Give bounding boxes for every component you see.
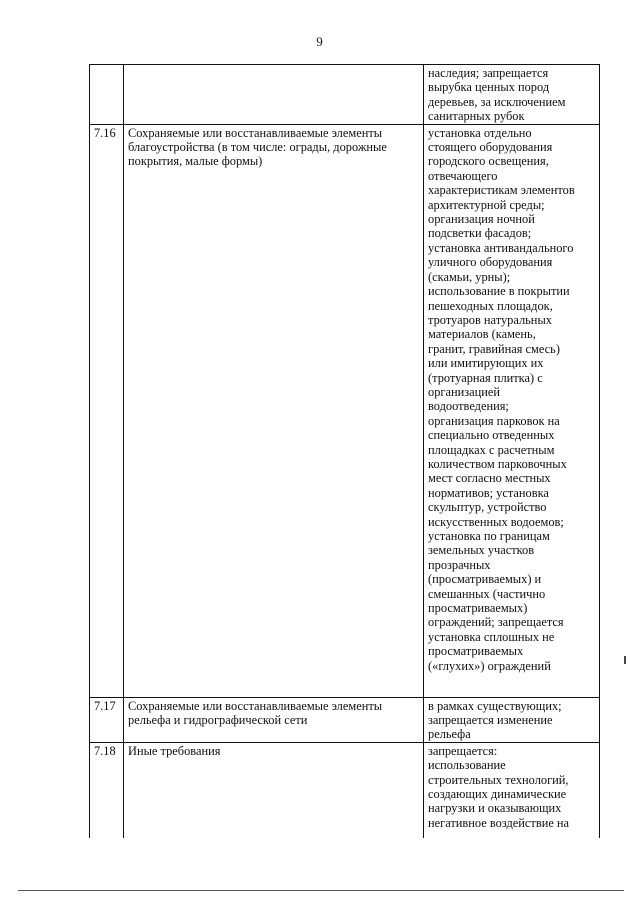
element-name [124, 65, 424, 125]
requirements-table [89, 64, 600, 838]
requirements-text: в рамках существующих; запрещается изменение рельефа [424, 697, 600, 742]
element-name: Сохраняемые или восстанавливаемые элементы рельефа и гидрографической сети [124, 697, 424, 742]
row-number: 7.17 [90, 697, 124, 742]
element-name: Иные требования [124, 742, 424, 838]
row-number [90, 65, 124, 125]
requirements-text: наследия; запрещается вырубка ценных пород деревьев, за исключением санитарных рубок [424, 65, 600, 125]
table-row [90, 65, 600, 125]
margin-mark [624, 656, 626, 664]
requirements-text: запрещается: использование строительных технологий, создающих динамические нагрузки и оказывающих негативное воздействие на [424, 742, 600, 838]
page-number: 9 [316, 34, 323, 49]
table-row [90, 124, 600, 697]
row-number: 7.16 [90, 124, 124, 697]
element-name: Сохраняемые или восстанавливаемые элементы благоустройства (в том числе: ограды, дорожные покрытия, малые формы) [124, 124, 424, 697]
row-number: 7.18 [90, 742, 124, 838]
table-row [90, 742, 600, 838]
requirements-text: установка отдельно стоящего оборудования городского освещения, отвечающего характеристикам элементов архитектурной среды; организация ночной подсветки фасадов; установка антивандального уличного оборудования (скамьи, урны); использование в покрытии пешеходных площадок, тротуаров натуральных материалов (камень, гранит, гравийная смесь) или имитирующих их (тротуарная плитка) с организацией водоотведения; организация парковок на специально отведенных площадках с расчетным количеством парковочных мест согласно местных нормативов; установка скульптур, устройство искусственных водоемов; установка по границам земельных участков прозрачных (просматриваемых) и смешанных (частично просматриваемых) ограждений; запрещается установка сплошных не просматриваемых («глухих») ограждений [424, 124, 600, 697]
bottom-rule [18, 890, 624, 891]
table-row [90, 697, 600, 742]
